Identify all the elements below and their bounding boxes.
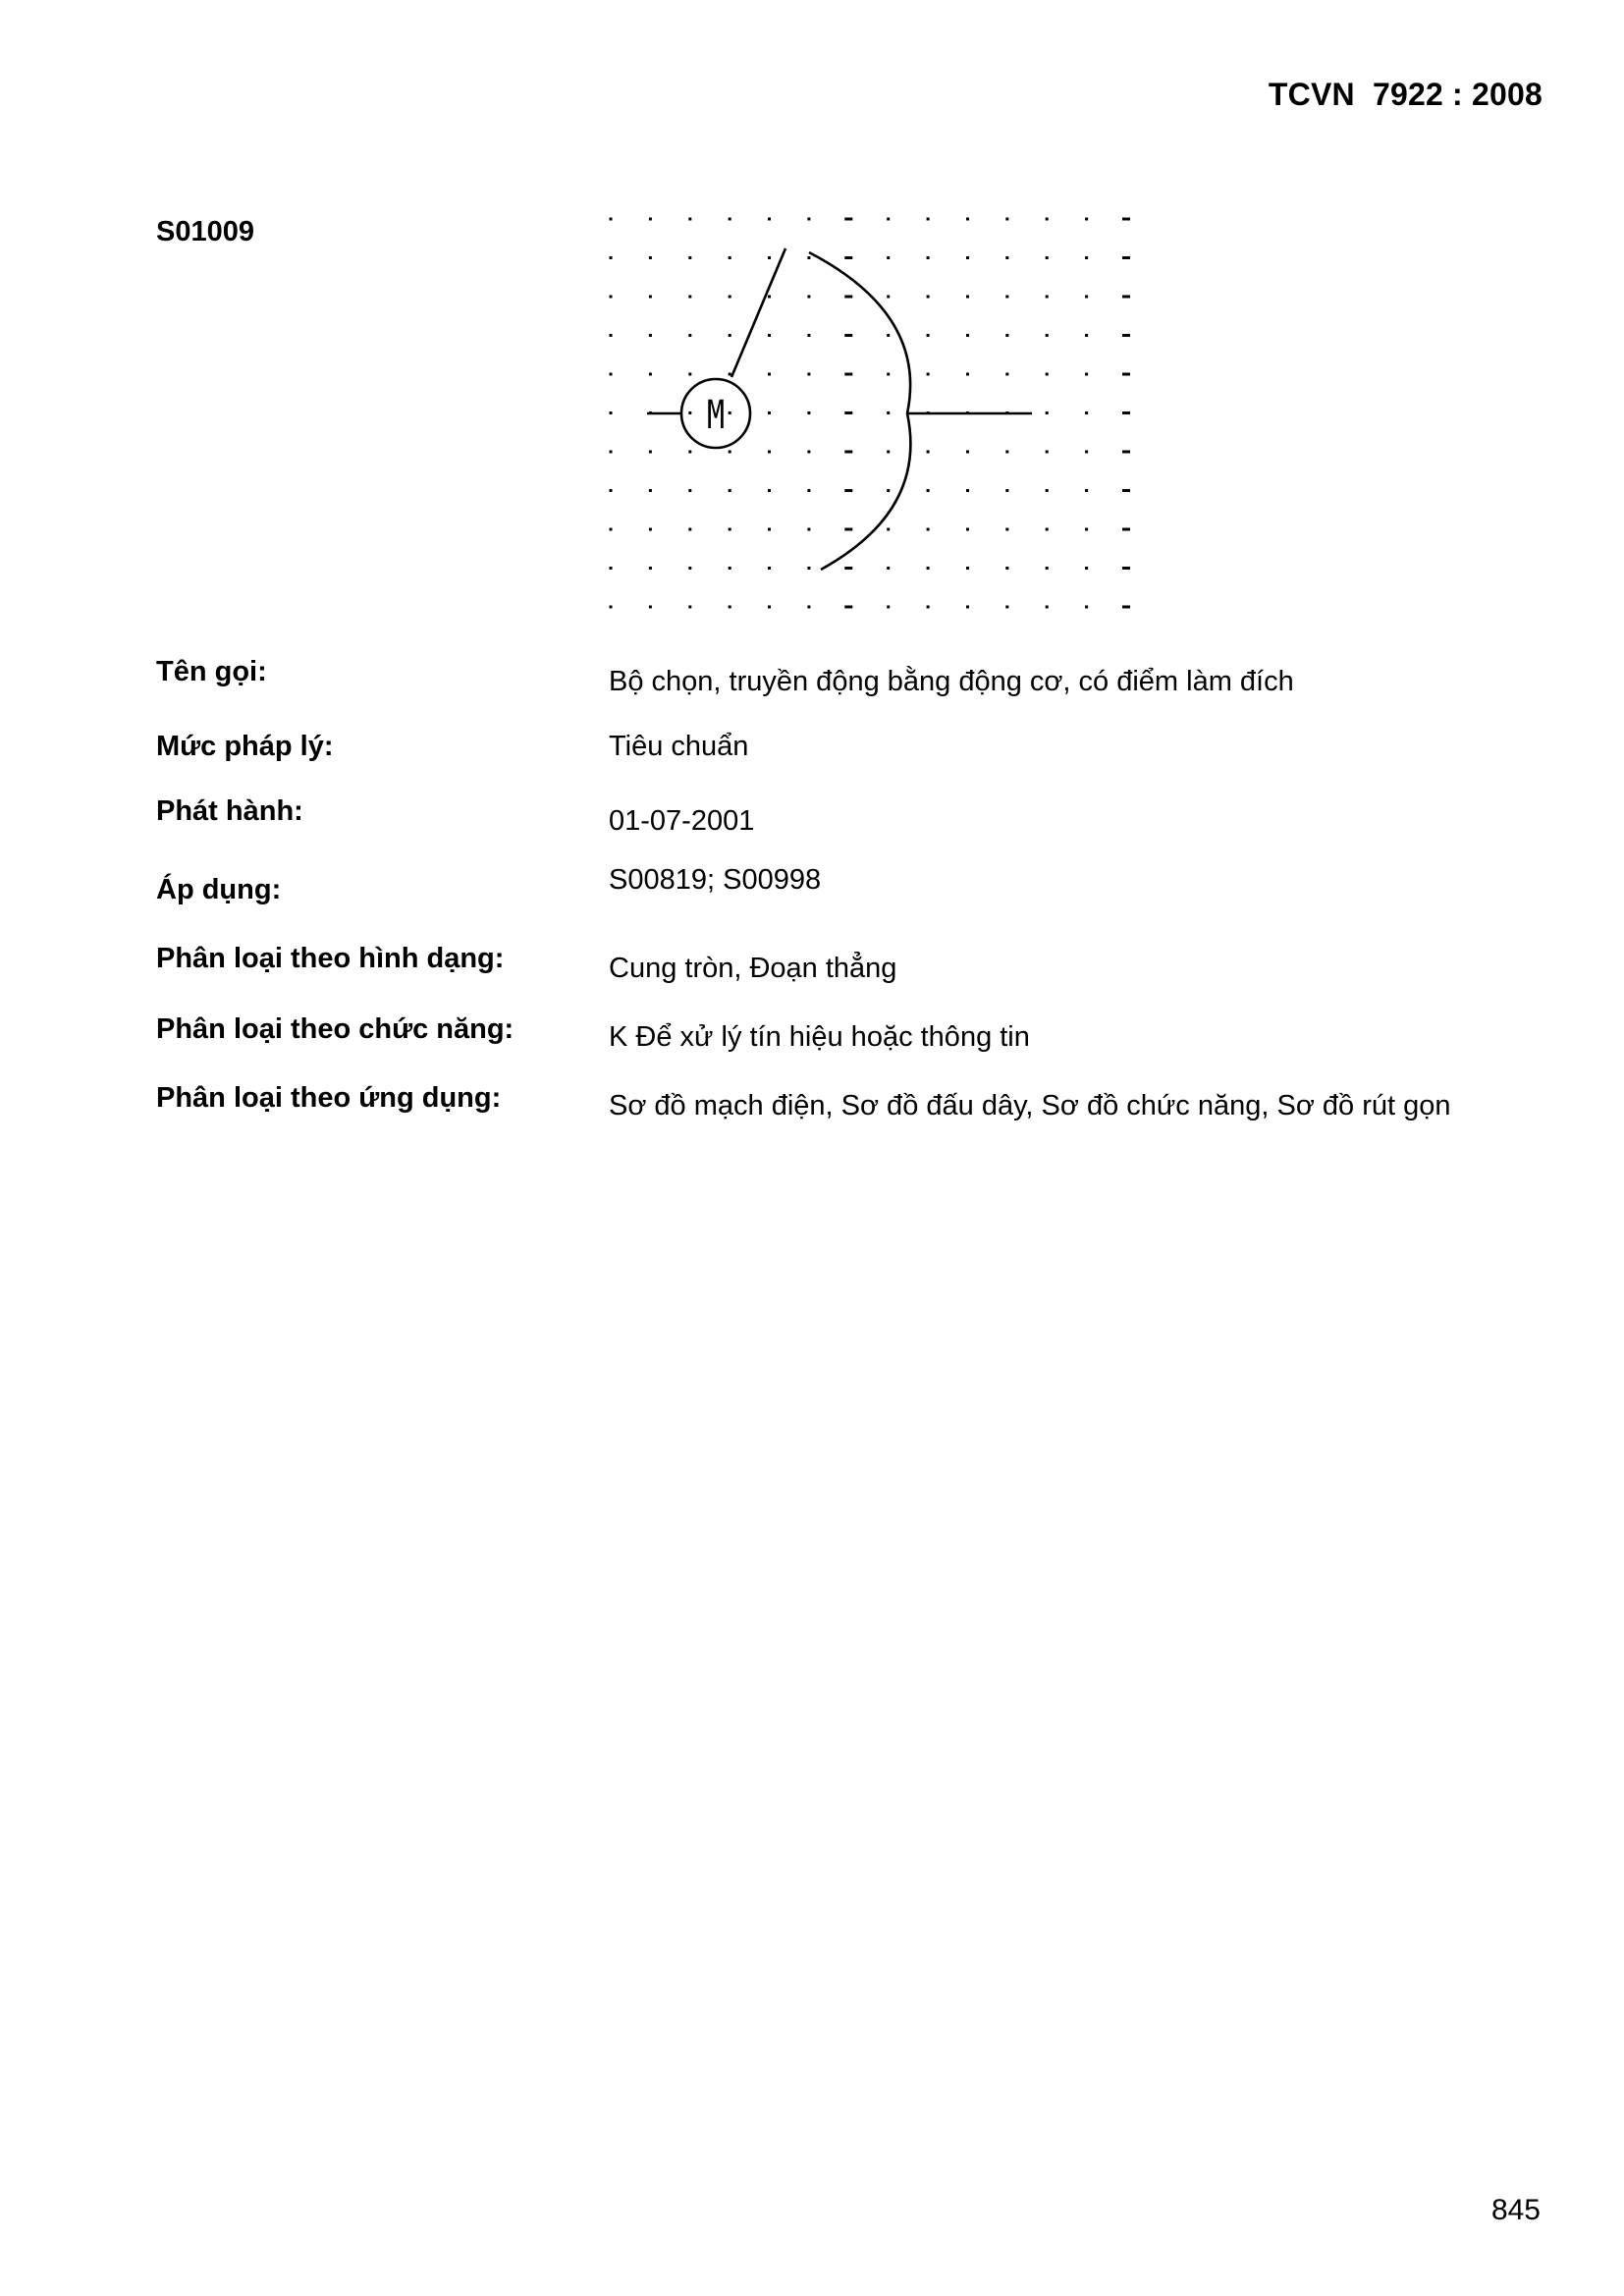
field-value: Cung tròn, Đoạn thẳng: [609, 953, 897, 984]
grid-dot: [729, 334, 731, 337]
grid-dot: [649, 373, 652, 376]
grid-dot: [927, 218, 930, 221]
grid-dot: [649, 606, 652, 609]
grid-dot: [1122, 218, 1130, 221]
field-label: Phân loại theo ứng dụng:: [156, 1082, 502, 1114]
grid-dot: [1046, 606, 1049, 609]
grid-dot: [844, 606, 852, 609]
grid-dot: [927, 528, 930, 531]
grid-dot: [1005, 296, 1008, 299]
grid-dot: [1122, 489, 1130, 492]
symbol-diagram: [589, 196, 1159, 629]
grid-dot: [649, 528, 652, 531]
grid-dot: [807, 218, 810, 221]
grid-dot: [1005, 606, 1008, 609]
grid-dot: [1046, 411, 1049, 414]
grid-dot: [1046, 256, 1049, 259]
grid-dot: [729, 606, 731, 609]
grid-dot: [688, 451, 691, 454]
grid-dot: [966, 528, 969, 531]
grid-dot: [966, 296, 969, 299]
grid-dot: [887, 489, 890, 492]
grid-dot: [1122, 411, 1130, 414]
field-value: 01-07-2001: [609, 805, 755, 837]
grid-dot: [729, 567, 731, 570]
grid-dot: [610, 373, 613, 376]
grid-dot: [966, 451, 969, 454]
grid-dot: [927, 334, 930, 337]
grid-dot: [1122, 451, 1130, 454]
grid-dot: [887, 256, 890, 259]
grid-dot: [1122, 296, 1130, 299]
grid-dot: [1085, 256, 1088, 259]
grid-dot: [1085, 296, 1088, 299]
grid-dot: [927, 256, 930, 259]
standard-header: TCVN 7922 : 2008: [1268, 77, 1543, 112]
grid-dot: [887, 334, 890, 337]
grid-dot: [649, 218, 652, 221]
grid-dot: [610, 567, 613, 570]
grid-dot: [807, 334, 810, 337]
grid-dot: [768, 489, 771, 492]
grid-dot: [649, 256, 652, 259]
grid-dot: [1005, 334, 1008, 337]
grid-dot: [688, 489, 691, 492]
field-label: Áp dụng:: [156, 874, 282, 905]
grid-dot: [966, 606, 969, 609]
grid-dot: [688, 373, 691, 376]
grid-dot: [887, 567, 890, 570]
grid-dot: [1005, 489, 1008, 492]
grid-dot: [729, 256, 731, 259]
grid-dot: [1046, 373, 1049, 376]
grid-dot: [1046, 528, 1049, 531]
grid-dot: [844, 567, 852, 570]
grid-dot: [688, 606, 691, 609]
grid-dot: [887, 451, 890, 454]
field-value: S00819; S00998: [609, 864, 822, 896]
grid-dot: [649, 334, 652, 337]
grid-dot: [768, 528, 771, 531]
field-value: Tiêu chuẩn: [609, 731, 749, 762]
grid-dot: [729, 373, 731, 376]
grid-dot: [844, 373, 852, 376]
grid-dot: [688, 411, 691, 414]
grid-dot: [610, 256, 613, 259]
grid-dot: [729, 411, 731, 414]
grid-dot: [1046, 567, 1049, 570]
grid-dot: [1085, 373, 1088, 376]
motor-label: M: [706, 392, 726, 439]
grid-dot: [768, 451, 771, 454]
grid-dot: [688, 567, 691, 570]
grid-dot: [844, 334, 852, 337]
grid-dot: [1085, 489, 1088, 492]
grid-dot: [966, 218, 969, 221]
grid-dot: [887, 606, 890, 609]
grid-dot: [844, 218, 852, 221]
grid-dot: [927, 567, 930, 570]
grid-dot: [649, 489, 652, 492]
grid-dot: [688, 334, 691, 337]
grid-dot: [844, 411, 852, 414]
grid-dot: [887, 296, 890, 299]
grid-dot: [844, 451, 852, 454]
grid-dot: [807, 451, 810, 454]
grid-dot: [649, 296, 652, 299]
grid-dot: [1046, 296, 1049, 299]
grid-dot: [1085, 451, 1088, 454]
arc-contact-icon: [809, 252, 910, 570]
grid-dot: [649, 567, 652, 570]
grid-dot: [1046, 334, 1049, 337]
grid-dot: [768, 373, 771, 376]
grid-dot: [610, 528, 613, 531]
grid-dot: [966, 256, 969, 259]
grid-dot: [768, 411, 771, 414]
grid-dot: [1122, 528, 1130, 531]
grid-dot: [1122, 256, 1130, 259]
grid-dot: [1046, 451, 1049, 454]
grid-dot: [887, 218, 890, 221]
grid-dot: [768, 256, 771, 259]
grid-dot: [1122, 606, 1130, 609]
grid-dot: [1005, 373, 1008, 376]
grid-dot: [807, 489, 810, 492]
grid-dot: [807, 567, 810, 570]
grid-dot: [1005, 218, 1008, 221]
grid-dot: [844, 528, 852, 531]
grid-dot: [688, 528, 691, 531]
grid-dot: [1085, 606, 1088, 609]
grid-dot: [1085, 218, 1088, 221]
grid-dot: [729, 218, 731, 221]
page-number: 845: [1490, 2194, 1541, 2226]
grid-dot: [729, 528, 731, 531]
grid-dot: [927, 296, 930, 299]
grid-dot: [1085, 567, 1088, 570]
grid-dot: [768, 296, 771, 299]
grid-dot: [1122, 334, 1130, 337]
grid-dot: [1005, 528, 1008, 531]
grid-dot: [1046, 489, 1049, 492]
field-label: Mức pháp lý:: [156, 731, 334, 762]
grid-dot: [610, 296, 613, 299]
grid-dot: [610, 451, 613, 454]
grid-dot: [610, 606, 613, 609]
grid-dot: [729, 451, 731, 454]
grid-dot: [844, 296, 852, 299]
grid-dot: [1005, 451, 1008, 454]
grid-dot: [688, 218, 691, 221]
field-label: Phát hành:: [156, 795, 303, 827]
grid-dot: [688, 256, 691, 259]
grid-dot: [1046, 218, 1049, 221]
grid-dot: [966, 373, 969, 376]
field-value: K Để xử lý tín hiệu hoặc thông tin: [609, 1021, 1030, 1053]
grid-dot: [1085, 528, 1088, 531]
selector-arm-icon: [731, 248, 785, 377]
grid-dot: [610, 334, 613, 337]
grid-dot: [807, 296, 810, 299]
grid-dot: [887, 528, 890, 531]
grid-dot: [768, 334, 771, 337]
grid-dot: [1122, 567, 1130, 570]
symbol-id: S01009: [156, 216, 254, 247]
field-label: Tên gọi:: [156, 656, 267, 687]
grid-dot: [1085, 334, 1088, 337]
grid-dot: [688, 296, 691, 299]
field-value: Sơ đồ mạch điện, Sơ đồ đấu dây, Sơ đồ chức năng, Sơ đồ rút gọn: [609, 1090, 1451, 1121]
grid-dot: [729, 296, 731, 299]
grid-dot: [1005, 256, 1008, 259]
grid-dot: [887, 411, 890, 414]
grid-dot: [649, 451, 652, 454]
grid-dot: [927, 606, 930, 609]
grid-dot: [807, 606, 810, 609]
grid-dot: [729, 489, 731, 492]
grid-dot: [844, 256, 852, 259]
grid-dot: [927, 373, 930, 376]
grid-dot: [887, 373, 890, 376]
grid-dot: [807, 528, 810, 531]
grid-dot: [844, 489, 852, 492]
grid-dot: [1122, 373, 1130, 376]
field-value: Bộ chọn, truyền động bằng động cơ, có điểm làm đích: [609, 666, 1294, 697]
grid-dot: [807, 256, 810, 259]
field-label: Phân loại theo hình dạng:: [156, 943, 505, 974]
grid-dot: [768, 218, 771, 221]
grid-dot: [966, 567, 969, 570]
grid-dot: [927, 489, 930, 492]
field-label: Phân loại theo chức năng:: [156, 1013, 514, 1045]
grid-dot: [807, 411, 810, 414]
grid-dot: [610, 218, 613, 221]
grid-dot: [1085, 411, 1088, 414]
grid-dot: [966, 489, 969, 492]
grid-dot: [768, 606, 771, 609]
dot-grid-icon: [610, 218, 1131, 609]
grid-dot: [927, 451, 930, 454]
grid-dot: [966, 334, 969, 337]
grid-dot: [807, 373, 810, 376]
grid-dot: [610, 489, 613, 492]
grid-dot: [610, 411, 613, 414]
grid-dot: [768, 567, 771, 570]
grid-dot: [1005, 567, 1008, 570]
